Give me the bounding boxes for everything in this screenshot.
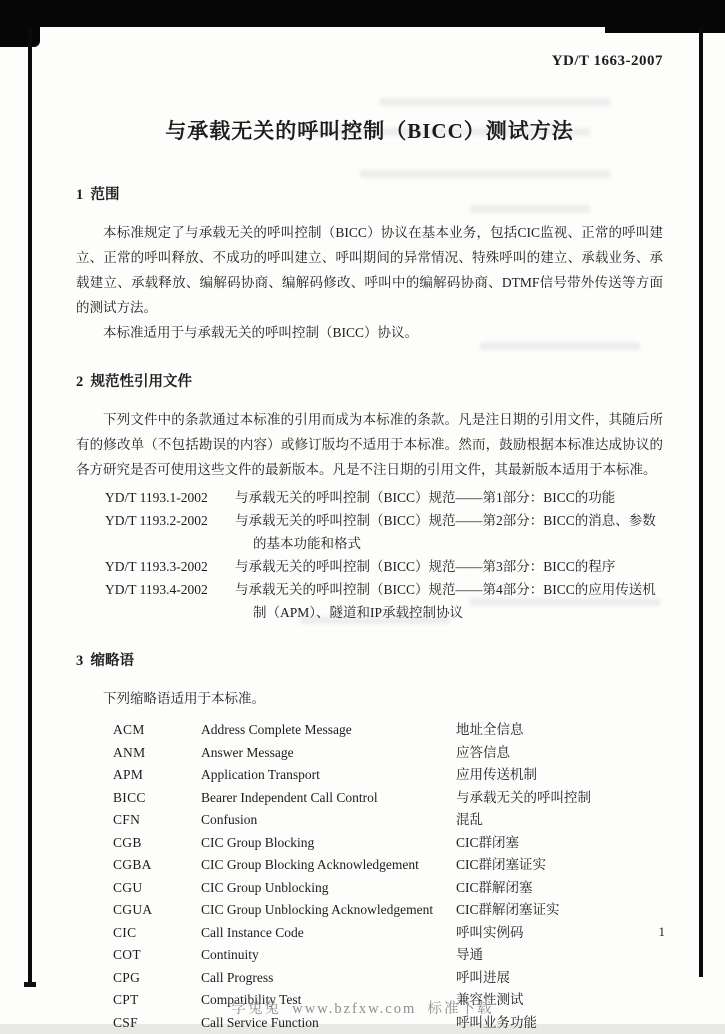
reference-item <box>105 555 663 578</box>
abbreviation-chinese: CIC群解闭塞证实 <box>456 899 663 922</box>
abbreviation-chinese: 导通 <box>456 944 663 967</box>
abbreviation-code: CGU <box>113 877 201 900</box>
abbreviation-row <box>113 944 663 967</box>
abbreviation-table <box>113 719 663 1034</box>
reference-title: 与承载无关的呼叫控制（BICC）规范——第3部分：BICC的程序 <box>235 555 663 578</box>
abbreviation-code: CPT <box>113 989 201 1012</box>
reference-title: 与承载无关的呼叫控制（BICC）规范——第1部分：BICC的功能 <box>235 486 663 509</box>
reference-item <box>105 486 663 509</box>
abbreviation-chinese: CIC群闭塞 <box>456 832 663 855</box>
scope-paragraph-2: 本标准适用于与承载无关的呼叫控制（BICC）协议。 <box>76 320 663 345</box>
abbreviation-chinese: 兼容性测试 <box>456 989 663 1012</box>
reference-list <box>105 486 663 624</box>
abbreviation-english: Call Progress <box>201 967 456 990</box>
abbreviation-chinese: 地址全信息 <box>456 719 663 742</box>
abbreviation-code: CGBA <box>113 854 201 877</box>
abbreviation-row <box>113 764 663 787</box>
abbreviation-chinese: 呼叫进展 <box>456 967 663 990</box>
abbreviation-chinese: 应用传送机制 <box>456 764 663 787</box>
abbreviation-code: BICC <box>113 787 201 810</box>
abbreviation-row <box>113 787 663 810</box>
abbreviation-english: Bearer Independent Call Control <box>201 787 456 810</box>
abbreviation-code: ANM <box>113 742 201 765</box>
reference-code: YD/T 1193.4-2002 <box>105 578 235 601</box>
reference-title: 与承载无关的呼叫控制（BICC）规范——第4部分：BICC的应用传送机 <box>235 578 663 601</box>
reference-title-continued: 制（APM）、隧道和IP承载控制协议 <box>105 601 663 624</box>
section-scope-heading: 1 范围 <box>76 184 663 206</box>
reference-title-continued: 的基本功能和格式 <box>105 532 663 555</box>
abbreviation-code: CGB <box>113 832 201 855</box>
abbreviation-english: CIC Group Unblocking <box>201 877 456 900</box>
reference-item <box>105 509 663 555</box>
abbreviation-chinese: 呼叫业务功能 <box>456 1012 663 1034</box>
abbreviation-english: CIC Group Blocking <box>201 832 456 855</box>
reference-code: YD/T 1193.3-2002 <box>105 555 235 578</box>
page-number: 1 <box>659 924 666 940</box>
abbreviation-chinese: CIC群闭塞证实 <box>456 854 663 877</box>
watermark-footer: 学兔兔 www.bzfxw.com 标准下载 <box>0 997 725 1018</box>
abbreviation-row <box>113 719 663 742</box>
abbreviation-row <box>113 742 663 765</box>
reference-code: YD/T 1193.1-2002 <box>105 486 235 509</box>
abbreviation-row <box>113 967 663 990</box>
abbreviation-english: Compatibility Test <box>201 989 456 1012</box>
abbreviation-code: CGUA <box>113 899 201 922</box>
abbreviation-english: Continuity <box>201 944 456 967</box>
abbreviation-row <box>113 809 663 832</box>
abbreviation-code: COT <box>113 944 201 967</box>
abbreviation-chinese: 与承载无关的呼叫控制 <box>456 787 663 810</box>
abbreviation-chinese: 混乱 <box>456 809 663 832</box>
scan-artifact-right-edge <box>699 27 703 977</box>
document-title: 与承载无关的呼叫控制（BICC）测试方法 <box>76 116 663 146</box>
abbreviation-row <box>113 899 663 922</box>
abbreviation-english: CIC Group Unblocking Acknowledgement <box>201 899 456 922</box>
abbreviation-code: APM <box>113 764 201 787</box>
abbreviation-code: CIC <box>113 922 201 945</box>
reference-title: 与承载无关的呼叫控制（BICC）规范——第2部分：BICC的消息、参数 <box>235 509 663 532</box>
page-content <box>32 27 699 1024</box>
abbreviation-english: Address Complete Message <box>201 719 456 742</box>
abbreviation-chinese: 呼叫实例码 <box>456 922 663 945</box>
section-references-heading: 2 规范性引用文件 <box>76 371 663 393</box>
scope-paragraph-1: 本标准规定了与承载无关的呼叫控制（BICC）协议在基本业务，包括CIC监视、正常的呼叫建立、正常的呼叫释放、不成功的呼叫建立、呼叫期间的异常情况、特殊呼叫的建立、承载业务、承载建立、承载释放、编解码协商、编解码修改、呼叫中的编解码协商、DTMF信号带外传送等方面的测试方法。 <box>76 220 663 320</box>
abbreviation-english: CIC Group Blocking Acknowledgement <box>201 854 456 877</box>
abbreviation-row <box>113 922 663 945</box>
abbreviation-code: CSF <box>113 1012 201 1034</box>
references-intro: 下列文件中的条款通过本标准的引用而成为本标准的条款。凡是注日期的引用文件，其随后所有的修改单（不包括勘误的内容）或修订版均不适用于本标准。然而，鼓励根据本标准达成协议的各方研究是否可使用这些文件的最新版本。凡是不注日期的引用文件，其最新版本适用于本标准。 <box>76 407 663 482</box>
reference-code: YD/T 1193.2-2002 <box>105 509 235 532</box>
abbreviation-chinese: 应答信息 <box>456 742 663 765</box>
section-abbreviations-heading: 3 缩略语 <box>76 650 663 672</box>
abbreviation-english: Application Transport <box>201 764 456 787</box>
abbreviation-chinese: CIC群解闭塞 <box>456 877 663 900</box>
abbreviation-row <box>113 877 663 900</box>
abbreviation-row <box>113 832 663 855</box>
doc-number: YD/T 1663-2007 <box>76 53 663 70</box>
reference-item <box>105 578 663 624</box>
abbreviation-code: CPG <box>113 967 201 990</box>
abbreviations-intro: 下列缩略语适用于本标准。 <box>76 686 663 711</box>
abbreviation-english: Answer Message <box>201 742 456 765</box>
abbreviation-code: CFN <box>113 809 201 832</box>
abbreviation-row <box>113 854 663 877</box>
abbreviation-code: ACM <box>113 719 201 742</box>
abbreviation-english: Call Service Function <box>201 1012 456 1034</box>
abbreviation-english: Call Instance Code <box>201 922 456 945</box>
abbreviation-english: Confusion <box>201 809 456 832</box>
